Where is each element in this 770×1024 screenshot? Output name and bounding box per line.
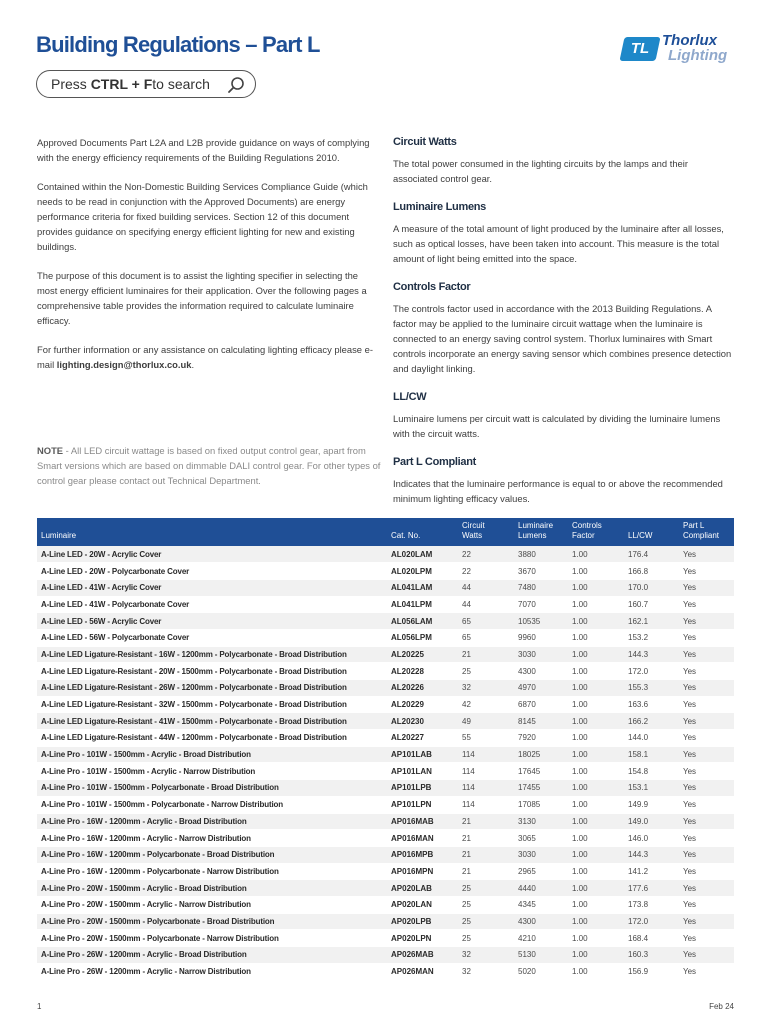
cell-llcw: 144.0	[624, 730, 679, 747]
cell-cat-no: AL020LPM	[387, 563, 458, 580]
cell-lumens: 6870	[514, 696, 568, 713]
definition-title: LL/CW	[393, 391, 427, 403]
cell-luminaire: A-Line Pro - 101W - 1500mm - Acrylic - Broad Distribution	[37, 746, 387, 763]
table-row	[37, 896, 734, 913]
search-hint-box[interactable]	[36, 70, 256, 98]
cell-circuit-watts: 114	[458, 763, 514, 780]
cell-cat-no: AP020LAN	[387, 896, 458, 913]
cell-lumens: 17645	[514, 763, 568, 780]
cell-llcw: 162.1	[624, 613, 679, 630]
cell-lumens: 4440	[514, 880, 568, 897]
cell-luminaire: A-Line LED - 41W - Polycarbonate Cover	[37, 596, 387, 613]
cell-controls-factor: 1.00	[568, 796, 624, 813]
cell-part-l: Yes	[679, 880, 734, 897]
cell-llcw: 176.4	[624, 546, 679, 563]
cell-lumens: 4300	[514, 663, 568, 680]
cell-circuit-watts: 22	[458, 546, 514, 563]
cell-circuit-watts: 25	[458, 880, 514, 897]
table-row	[37, 830, 734, 847]
cell-lumens: 3030	[514, 846, 568, 863]
cell-circuit-watts: 44	[458, 579, 514, 596]
table-row	[37, 947, 734, 964]
cell-lumens: 3880	[514, 546, 568, 563]
cell-controls-factor: 1.00	[568, 846, 624, 863]
cell-part-l: Yes	[679, 746, 734, 763]
cell-circuit-watts: 32	[458, 947, 514, 964]
cell-controls-factor: 1.00	[568, 713, 624, 730]
note-label: NOTE	[37, 445, 64, 456]
cell-part-l: Yes	[679, 563, 734, 580]
cell-luminaire: A-Line LED - 20W - Acrylic Cover	[37, 546, 387, 563]
cell-circuit-watts: 25	[458, 930, 514, 947]
cell-lumens: 18025	[514, 746, 568, 763]
cell-circuit-watts: 55	[458, 730, 514, 747]
table-row	[37, 963, 734, 980]
definition-text: Luminaire lumens per circuit watt is calculated by dividing the luminaire lumens with the circuit watts.	[393, 413, 721, 439]
cell-cat-no: AP020LPB	[387, 913, 458, 930]
cell-controls-factor: 1.00	[568, 546, 624, 563]
cell-luminaire: A-Line LED Ligature-Resistant - 44W - 1200mm - Polycarbonate - Broad Distribution	[37, 730, 387, 747]
cell-llcw: 172.0	[624, 663, 679, 680]
cell-circuit-watts: 114	[458, 746, 514, 763]
table-row	[37, 813, 734, 830]
cell-cat-no: AP016MPN	[387, 863, 458, 880]
cell-luminaire: A-Line Pro - 16W - 1200mm - Acrylic - Narrow Distribution	[37, 830, 387, 847]
cell-lumens: 17455	[514, 780, 568, 797]
cell-lumens: 3065	[514, 830, 568, 847]
note-text	[37, 443, 382, 488]
cell-circuit-watts: 21	[458, 646, 514, 663]
cell-llcw: 160.7	[624, 596, 679, 613]
cell-part-l: Yes	[679, 613, 734, 630]
cell-luminaire: A-Line Pro - 101W - 1500mm - Acrylic - Narrow Distribution	[37, 763, 387, 780]
cell-llcw: 154.8	[624, 763, 679, 780]
cell-lumens: 7480	[514, 579, 568, 596]
cell-luminaire: A-Line LED Ligature-Resistant - 16W - 1200mm - Polycarbonate - Broad Distribution	[37, 646, 387, 663]
definition-text: The controls factor used in accordance with the 2013 Building Regulations. A factor may be applied to the luminaire circuit wattage when the luminaire is connected to an energy saving control system. Thorlux luminaires with Smart controls incorporate an energy saving sensor which combines presence detection and daylight linking.	[393, 303, 732, 374]
cell-luminaire: A-Line LED - 56W - Acrylic Cover	[37, 613, 387, 630]
cell-part-l: Yes	[679, 796, 734, 813]
cell-luminaire: A-Line LED Ligature-Resistant - 20W - 1500mm - Polycarbonate - Broad Distribution	[37, 663, 387, 680]
table-row	[37, 563, 734, 580]
table-row	[37, 746, 734, 763]
cell-llcw: 155.3	[624, 680, 679, 697]
cell-llcw: 172.0	[624, 913, 679, 930]
table-row	[37, 730, 734, 747]
cell-llcw: 144.3	[624, 846, 679, 863]
table-row	[37, 930, 734, 947]
cell-lumens: 4210	[514, 930, 568, 947]
cell-cat-no: AP026MAN	[387, 963, 458, 980]
cell-part-l: Yes	[679, 947, 734, 964]
cell-llcw: 153.2	[624, 629, 679, 646]
cell-llcw: 149.9	[624, 796, 679, 813]
cell-circuit-watts: 65	[458, 629, 514, 646]
contact-email-link[interactable]: lighting.design@thorlux.co.uk	[56, 359, 192, 370]
table-body	[37, 546, 734, 980]
cell-luminaire: A-Line Pro - 26W - 1200mm - Acrylic - Narrow Distribution	[37, 963, 387, 980]
cell-controls-factor: 1.00	[568, 947, 624, 964]
cell-lumens: 17085	[514, 796, 568, 813]
cell-luminaire: A-Line LED Ligature-Resistant - 26W - 1200mm - Polycarbonate - Broad Distribution	[37, 680, 387, 697]
cell-circuit-watts: 25	[458, 896, 514, 913]
cell-cat-no: AL20225	[387, 646, 458, 663]
table-row	[37, 680, 734, 697]
table-row	[37, 763, 734, 780]
cell-circuit-watts: 65	[458, 613, 514, 630]
logo-badge	[619, 37, 660, 61]
cell-lumens: 4300	[514, 913, 568, 930]
cell-controls-factor: 1.00	[568, 830, 624, 847]
cell-llcw: 149.0	[624, 813, 679, 830]
cell-controls-factor: 1.00	[568, 780, 624, 797]
definition-title: Part L Compliant	[393, 456, 477, 468]
cell-llcw: 177.6	[624, 880, 679, 897]
contact-text: For further information or any assistance on calculating lighting efficacy please e-mail	[37, 344, 373, 370]
cell-llcw: 141.2	[624, 863, 679, 880]
cell-luminaire: A-Line Pro - 26W - 1200mm - Acrylic - Broad Distribution	[37, 947, 387, 964]
cell-cat-no: AL20230	[387, 713, 458, 730]
page-title: Building Regulations – Part L	[36, 32, 320, 57]
cell-controls-factor: 1.00	[568, 730, 624, 747]
cell-controls-factor: 1.00	[568, 596, 624, 613]
cell-cat-no: AP020LPN	[387, 930, 458, 947]
cell-lumens: 7920	[514, 730, 568, 747]
cell-luminaire: A-Line Pro - 16W - 1200mm - Acrylic - Broad Distribution	[37, 813, 387, 830]
cell-cat-no: AP020LAB	[387, 880, 458, 897]
intro-column	[37, 135, 381, 486]
cell-llcw: 144.3	[624, 646, 679, 663]
definitions-column	[393, 135, 733, 520]
cell-llcw: 146.0	[624, 830, 679, 847]
definition-text: Indicates that the luminaire performance is equal to or above the recommended minimum lighting efficacy values.	[393, 478, 723, 504]
cell-controls-factor: 1.00	[568, 629, 624, 646]
cell-cat-no: AP026MAB	[387, 947, 458, 964]
cell-llcw: 166.8	[624, 563, 679, 580]
cell-luminaire: A-Line Pro - 101W - 1500mm - Polycarbonate - Narrow Distribution	[37, 796, 387, 813]
cell-controls-factor: 1.00	[568, 563, 624, 580]
cell-circuit-watts: 25	[458, 913, 514, 930]
table-row	[37, 579, 734, 596]
header-luminaire: Luminaire	[41, 531, 77, 540]
cell-luminaire: A-Line Pro - 20W - 1500mm - Acrylic - Narrow Distribution	[37, 896, 387, 913]
cell-luminaire: A-Line Pro - 20W - 1500mm - Polycarbonate - Broad Distribution	[37, 913, 387, 930]
cell-luminaire: A-Line Pro - 101W - 1500mm - Polycarbonate - Broad Distribution	[37, 780, 387, 797]
cell-circuit-watts: 21	[458, 830, 514, 847]
footer-date: Feb 24	[709, 1002, 734, 1011]
table-row	[37, 613, 734, 630]
cell-cat-no: AP101LAN	[387, 763, 458, 780]
cell-controls-factor: 1.00	[568, 930, 624, 947]
cell-lumens: 5020	[514, 963, 568, 980]
cell-luminaire: A-Line Pro - 20W - 1500mm - Polycarbonate - Narrow Distribution	[37, 930, 387, 947]
cell-part-l: Yes	[679, 696, 734, 713]
cell-lumens: 3670	[514, 563, 568, 580]
header-llcw: LL/CW	[628, 531, 653, 540]
cell-lumens: 4970	[514, 680, 568, 697]
cell-lumens: 3030	[514, 646, 568, 663]
table-header-row	[37, 518, 734, 546]
definition-title: Luminaire Lumens	[393, 201, 486, 213]
cell-luminaire: A-Line Pro - 16W - 1200mm - Polycarbonate - Narrow Distribution	[37, 863, 387, 880]
search-shortcut: CTRL + F	[90, 76, 153, 92]
cell-circuit-watts: 21	[458, 863, 514, 880]
table-row	[37, 713, 734, 730]
cell-luminaire: A-Line LED - 56W - Polycarbonate Cover	[37, 629, 387, 646]
cell-part-l: Yes	[679, 646, 734, 663]
logo-mark: TL	[630, 40, 650, 57]
cell-controls-factor: 1.00	[568, 680, 624, 697]
cell-circuit-watts: 49	[458, 713, 514, 730]
contact-suffix: .	[191, 359, 195, 370]
header-controls-factor: Controls Factor	[572, 521, 602, 540]
cell-llcw: 153.1	[624, 780, 679, 797]
cell-controls-factor: 1.00	[568, 696, 624, 713]
table-row	[37, 546, 734, 563]
cell-llcw: 168.4	[624, 930, 679, 947]
table-row	[37, 663, 734, 680]
cell-cat-no: AL056LAM	[387, 613, 458, 630]
cell-part-l: Yes	[679, 546, 734, 563]
cell-circuit-watts: 114	[458, 796, 514, 813]
cell-lumens: 3130	[514, 813, 568, 830]
header-circuit-watts: Circuit Watts	[462, 521, 485, 540]
logo-sub: Lighting	[668, 47, 728, 64]
cell-circuit-watts: 44	[458, 596, 514, 613]
cell-cat-no: AL20229	[387, 696, 458, 713]
table-row	[37, 780, 734, 797]
cell-part-l: Yes	[679, 730, 734, 747]
cell-llcw: 170.0	[624, 579, 679, 596]
page-number: 1	[37, 1002, 42, 1011]
header-luminaire-lumens: Luminaire Lumens	[518, 521, 554, 540]
intro-paragraph-1: Approved Documents Part L2A and L2B provide guidance on ways of complying with the energy efficiency requirements of the Building Regulations 2010.	[37, 137, 370, 163]
cell-cat-no: AL056LPM	[387, 629, 458, 646]
definition-text: A measure of the total amount of light produced by the luminaire after all losses, such as optical losses, have been taken into account. This measure is the total amount of light being emitted into the space.	[393, 223, 724, 264]
table-row	[37, 880, 734, 897]
cell-controls-factor: 1.00	[568, 613, 624, 630]
cell-part-l: Yes	[679, 813, 734, 830]
search-suffix: to search	[152, 76, 210, 92]
cell-lumens: 8145	[514, 713, 568, 730]
cell-part-l: Yes	[679, 930, 734, 947]
cell-controls-factor: 1.00	[568, 746, 624, 763]
logo-name: Thorlux	[662, 32, 717, 49]
cell-part-l: Yes	[679, 680, 734, 697]
cell-lumens: 10535	[514, 613, 568, 630]
cell-luminaire: A-Line LED Ligature-Resistant - 32W - 1500mm - Polycarbonate - Broad Distribution	[37, 696, 387, 713]
search-prefix: Press	[51, 76, 87, 92]
search-icon[interactable]	[227, 76, 245, 94]
intro-paragraph-4	[37, 342, 377, 372]
cell-llcw: 156.9	[624, 963, 679, 980]
cell-lumens: 7070	[514, 596, 568, 613]
cell-llcw: 158.1	[624, 746, 679, 763]
cell-cat-no: AL20226	[387, 680, 458, 697]
table-row	[37, 596, 734, 613]
cell-controls-factor: 1.00	[568, 963, 624, 980]
cell-circuit-watts: 32	[458, 963, 514, 980]
cell-cat-no: AP101LPB	[387, 780, 458, 797]
intro-paragraph-2: Contained within the Non-Domestic Building Services Compliance Guide (which needs to be read in conjunction with the Approved Documents) are energy performance criteria for fixed building services. Section 12 of this document provides guidance on specifying energy efficient lighting for new and existing buildings.	[37, 181, 368, 252]
cell-cat-no: AP101LPN	[387, 796, 458, 813]
cell-part-l: Yes	[679, 713, 734, 730]
cell-luminaire: A-Line LED - 20W - Polycarbonate Cover	[37, 563, 387, 580]
cell-circuit-watts: 114	[458, 780, 514, 797]
cell-cat-no: AP016MAB	[387, 813, 458, 830]
definition-title: Circuit Watts	[393, 136, 457, 148]
cell-luminaire: A-Line Pro - 16W - 1200mm - Polycarbonate - Broad Distribution	[37, 846, 387, 863]
cell-lumens: 4345	[514, 896, 568, 913]
cell-part-l: Yes	[679, 629, 734, 646]
cell-cat-no: AP016MAN	[387, 830, 458, 847]
cell-cat-no: AP101LAB	[387, 746, 458, 763]
table-row	[37, 696, 734, 713]
table-row	[37, 846, 734, 863]
cell-part-l: Yes	[679, 863, 734, 880]
table-row	[37, 863, 734, 880]
cell-part-l: Yes	[679, 963, 734, 980]
cell-luminaire: A-Line LED - 41W - Acrylic Cover	[37, 579, 387, 596]
cell-controls-factor: 1.00	[568, 663, 624, 680]
cell-part-l: Yes	[679, 763, 734, 780]
cell-controls-factor: 1.00	[568, 896, 624, 913]
cell-controls-factor: 1.00	[568, 763, 624, 780]
cell-cat-no: AL20228	[387, 663, 458, 680]
table-row	[37, 796, 734, 813]
table-row	[37, 629, 734, 646]
table-row	[37, 646, 734, 663]
cell-llcw: 160.3	[624, 947, 679, 964]
cell-lumens: 2965	[514, 863, 568, 880]
cell-luminaire: A-Line LED Ligature-Resistant - 41W - 1500mm - Polycarbonate - Broad Distribution	[37, 713, 387, 730]
header-cat-no: Cat. No.	[391, 531, 421, 540]
cell-luminaire: A-Line Pro - 20W - 1500mm - Acrylic - Broad Distribution	[37, 880, 387, 897]
cell-circuit-watts: 32	[458, 680, 514, 697]
cell-cat-no: AL041LPM	[387, 596, 458, 613]
definition-title: Controls Factor	[393, 281, 471, 293]
cell-part-l: Yes	[679, 846, 734, 863]
cell-cat-no: AL020LAM	[387, 546, 458, 563]
cell-llcw: 173.8	[624, 896, 679, 913]
cell-part-l: Yes	[679, 579, 734, 596]
cell-llcw: 166.2	[624, 713, 679, 730]
cell-part-l: Yes	[679, 663, 734, 680]
cell-llcw: 163.6	[624, 696, 679, 713]
note-body: - All LED circuit wattage is based on fixed output control gear, apart from Smart versions which are based on dimmable DALI control gear. For other types of control gear please contact out Technical Department.	[37, 445, 381, 486]
intro-paragraph-3: The purpose of this document is to assist the lighting specifier in selecting the most energy efficient luminaires for their application. Over the following pages a comprehensive table provides the information required to calculate luminaire efficacy.	[37, 270, 367, 326]
cell-part-l: Yes	[679, 913, 734, 930]
cell-lumens: 5130	[514, 947, 568, 964]
cell-circuit-watts: 42	[458, 696, 514, 713]
cell-controls-factor: 1.00	[568, 813, 624, 830]
luminaire-table	[37, 518, 734, 980]
cell-circuit-watts: 21	[458, 846, 514, 863]
cell-part-l: Yes	[679, 830, 734, 847]
cell-circuit-watts: 25	[458, 663, 514, 680]
cell-circuit-watts: 21	[458, 813, 514, 830]
cell-part-l: Yes	[679, 780, 734, 797]
cell-cat-no: AP016MPB	[387, 846, 458, 863]
cell-controls-factor: 1.00	[568, 646, 624, 663]
cell-cat-no: AL041LAM	[387, 579, 458, 596]
cell-lumens: 9960	[514, 629, 568, 646]
thorlux-logo	[622, 34, 734, 64]
cell-controls-factor: 1.00	[568, 863, 624, 880]
cell-cat-no: AL20227	[387, 730, 458, 747]
cell-controls-factor: 1.00	[568, 880, 624, 897]
cell-part-l: Yes	[679, 596, 734, 613]
definition-text: The total power consumed in the lighting circuits by the lamps and their associated control gear.	[393, 158, 688, 184]
cell-part-l: Yes	[679, 896, 734, 913]
cell-circuit-watts: 22	[458, 563, 514, 580]
cell-controls-factor: 1.00	[568, 913, 624, 930]
table-row	[37, 913, 734, 930]
header-part-l: Part L Compliant	[683, 521, 720, 540]
cell-controls-factor: 1.00	[568, 579, 624, 596]
